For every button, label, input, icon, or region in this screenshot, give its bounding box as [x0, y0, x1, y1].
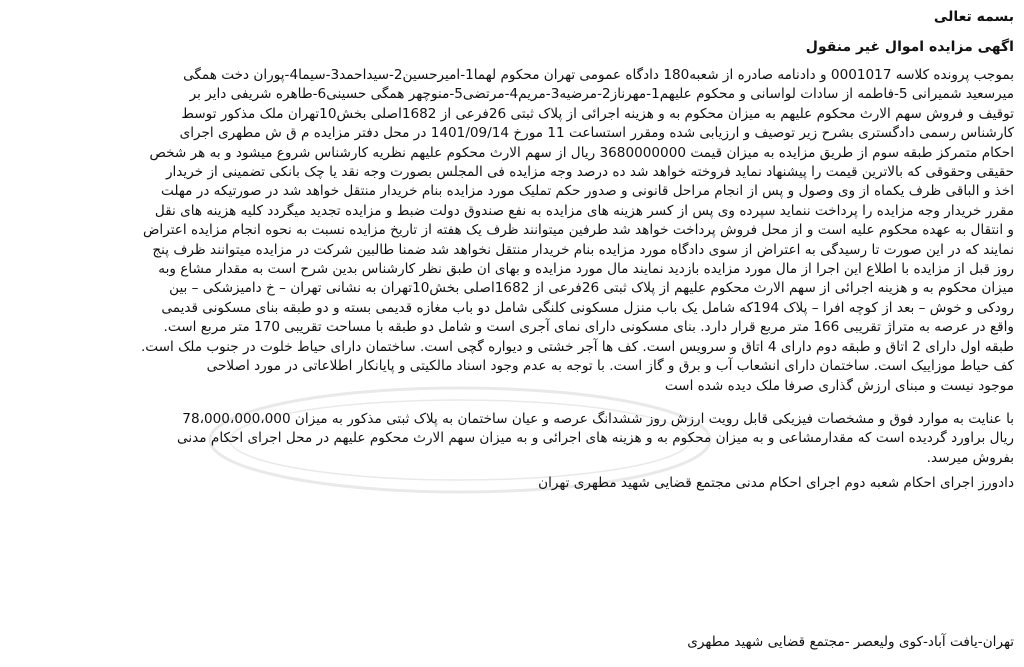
valuation-paragraph-line: ریال براورد گردیده است که مقدارمشاعی و به میزان محکوم به و هزینه های اجرائی و به میزان سهم الارث محکوم علیهم در محل اجرای احکام مدنی	[177, 430, 1014, 447]
main-paragraph-line: توقیف و فروش سهم الارث محکوم علیهم به میزان محکوم به و هزینه اجرائی از پلاک ثبتی 26فرعی از 1682اصلی بخش10تهران ملک مذکور توسط	[181, 105, 1014, 122]
main-paragraph-line: طبقه اول دارای 2 اتاق و طبقه دوم دارای 4 اتاق و سرویس است. کف ها آجر خشتی و دیواره گچی است. ساختمان دارای حیاط خلوت در جنوب ملک است.	[140, 338, 1014, 355]
notice-title: اگهی مزایده اموال غیر منقول	[805, 39, 1014, 55]
valuation-paragraph	[8, 410, 1014, 468]
main-paragraph-line: کف حیاط موزاییک است. ساختمان دارای انشعاب آب و برق و گاز است. با توجه به عدم وجود اسناد مالکیتی و پایانکار اطلاعاتی در مورد اصلاحی	[206, 358, 1014, 375]
basmala-heading: بسمه تعالی	[933, 9, 1014, 25]
main-paragraph-line: میزان محکوم به و هزینه اجرائی از سهم الارث محکوم علیهم از پلاک ثبتی 26فرعی از 1682اصلی بخش10تهران به نشانی تهران – خ دامیزشکی – بین	[169, 280, 1014, 297]
main-paragraph-line: روز قبل از مزایده با اطلاع این اجرا از مال مورد مزایده بازدید نمایند مال مورد مزایده و بهای ان طبق نظر کارشناس بدین شرح است به مقدار مشاع وبه	[158, 261, 1014, 278]
main-paragraph-line: حقیقی وحقوقی که بالاترین قیمت را پیشنهاد نماید فروخته خواهد شد ده درصد وجه مزایده فی المجلس بصورت وجه نقد یا چک بانکی تضمینی از خریدار	[165, 164, 1014, 181]
main-paragraph-line: بموجب پرونده کلاسه 0001017 و دادنامه صادره از شعبه180 دادگاه عمومی تهران محکوم لهما1-امیرحسین2-سیداحمد3-سیما4-پوران دخت همگی	[183, 67, 1014, 83]
signature-line: دادورز اجرای احکام شعبه دوم اجرای احکام مدنی مجتمع قضایی شهید مطهری تهران	[538, 475, 1014, 492]
valuation-paragraph-line: با عنایت به موارد فوق و مشخصات فیزیکی قابل رویت ارزش روز ششدانگ عرصه و عیان ساختمان به پلاک ثبتی مذکور به میزان 78،000،000،000	[182, 410, 1014, 427]
main-paragraph-line: احکام متمرکز طبقه سوم از طریق مزایده به میزان قیمت 3680000000 ریال از سهم الارث محکوم علیهم نظریه کارشناس شروع میشود و به هر شخص	[149, 144, 1014, 161]
main-paragraph-line: رودکی و خوش – بعد از کوچه افرا – پلاک 194که شامل یک باب منزل مسکونی کلنگی شامل دو باب مغازه قدیمی بسته و دو طبقه بنای مسکونی قدیمی	[161, 299, 1014, 316]
main-paragraph-line: واقع در عرصه به متراژ تقریبی 166 متر مربع قرار دارد. بنای مسکونی دارای نمای آجری است و شامل دو طبقه با مساحت تقریبی 170 متر مربع است.	[163, 319, 1014, 336]
main-paragraph-line: مقرر خریدار وجه مزایده را پرداخت ننماید سپرده وی پس از کسر هزینه های مزایده به نفع صندوق دولت ضبط و مزایده تجدید میگردد کلیه هزینه های نقل	[154, 202, 1014, 219]
address-line: تهران-یافت آباد-کوی ولیعصر -مجتمع قضایی شهید مطهری	[687, 634, 1014, 650]
main-paragraph-line: نمایند که در این صورت تا رسیدگی به اعتراض از سوی دادگاه مورد مزایده بنام خریدار منتقل نخواهد شد ضمنا طالبین شرکت در مزایده میتوانند ظرف پنج	[152, 241, 1014, 258]
main-paragraph-line: کارشناس رسمی دادگستری بشرح زیر توصیف و ارزیابی شده ومقرر استساعت 11 مورخ 1401/09/14 در محل دفتر مزایده م ق ش مطهری اجرای	[179, 125, 1014, 142]
main-paragraph-line: و انتقال به عهده محکوم علیه است و از محل فروش پرداخت خواهد شد طرفین میتوانند ظرف یک هفته از تاریخ مزایده نسبت به نحوه انجام مزایده اعتراض	[142, 222, 1014, 239]
main-paragraph-line: موجود نیست و مبنای ارزش گذاری صرفا ملک دیده شده است	[664, 377, 1014, 394]
main-paragraph-line: اخذ و الباقی ظرف یکماه از وی وصول و پس از انجام مراحل قانونی و صدور حکم تملیک مورد مزایده بنام خریدار منتقل خواهد شد در صورتیکه در مهلت	[161, 183, 1014, 200]
main-paragraph	[8, 66, 1014, 396]
main-paragraph-line: میرسعید شمیرانی 5-فاطمه از سادات لواسانی و محکوم علیهم1-مهرناز2-مرضیه3-مریم4-مرتضی5-منوچهر همگی حسینی6-طاهره شریفی دایر بر	[189, 86, 1014, 103]
valuation-paragraph-line: بفروش میرسد.	[926, 449, 1014, 466]
